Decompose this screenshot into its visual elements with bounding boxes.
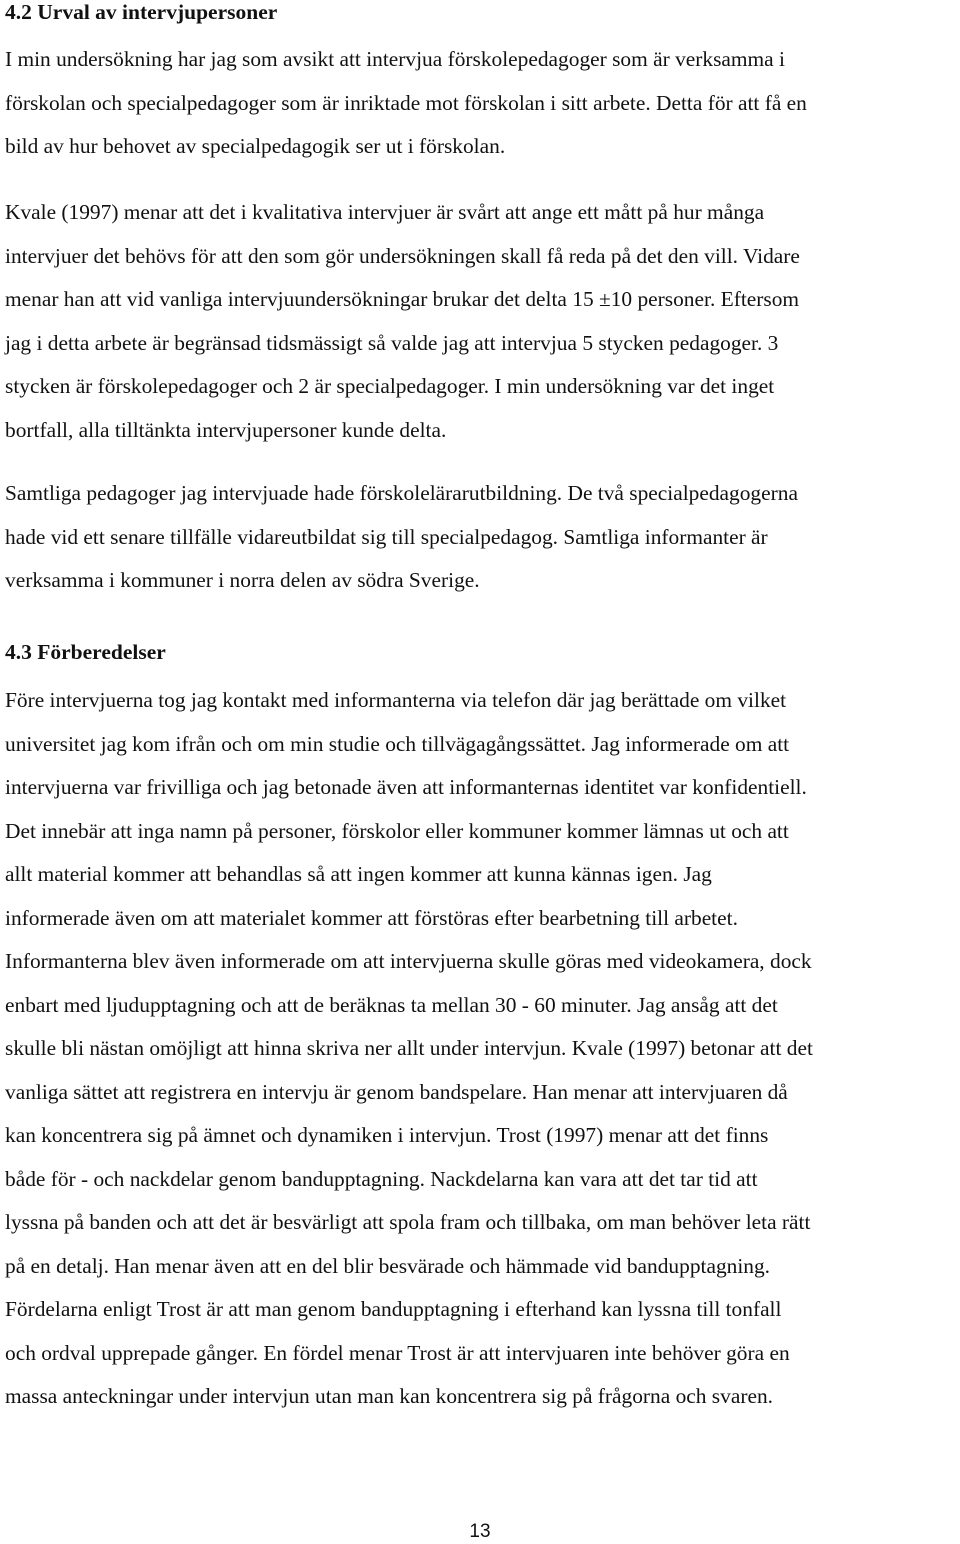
text-line: verksamma i kommuner i norra delen av södra Sverige. xyxy=(5,568,480,592)
section-heading-forberedelser: 4.3 Förberedelser xyxy=(5,640,166,664)
text-line: både för - och nackdelar genom bandupptagning. Nackdelarna kan vara att det tar tid att xyxy=(5,1166,758,1191)
text-line: Kvale (1997) menar att det i kvalitativa intervjuer är svårt att ange ett mått på hur många xyxy=(5,200,765,224)
text-line: enbart med ljudupptagning och att de beräknas ta mellan 30 - 60 minuter. Jag ansåg att det xyxy=(5,992,778,1017)
text-line: massa anteckningar under intervjun utan man kan koncentrera sig på frågorna och svaren. xyxy=(5,1384,773,1408)
text-line: lyssna på banden och att det är besvärligt att spola fram och tillbaka, om man behöver leta rätt xyxy=(5,1210,811,1234)
text-line: bortfall, alla tilltänkta intervjupersoner kunde delta. xyxy=(5,417,447,442)
text-line: Det innebär att inga namn på personer, förskolor eller kommuner kommer lämnas ut och att xyxy=(5,818,789,843)
text-line: kan koncentrera sig på ämnet och dynamiken i intervjun. Trost (1997) menar att det finns xyxy=(5,1123,769,1147)
text-line: förskolan och specialpedagoger som är inriktade mot förskolan i sitt arbete. Detta för att få en xyxy=(5,90,807,115)
paragraph-urval-intro xyxy=(5,38,807,169)
text-line: stycken är förskolepedagoger och 2 är specialpedagoger. I min undersökning var det inget xyxy=(5,374,775,398)
text-line: på en detalj. Han menar även att en del blir besvärade och hämmade vid bandupptagning. xyxy=(5,1253,771,1278)
text-line: jag i detta arbete är begränsad tidsmässigt så valde jag att intervjua 5 stycken pedagoger. 3 xyxy=(5,330,779,355)
text-line: och ordval upprepade gånger. En fördel menar Trost är att intervjuaren inte behöver göra en xyxy=(5,1340,790,1365)
text-line: allt material kommer att behandlas så att ingen kommer att kunna kännas igen. Jag xyxy=(5,862,712,886)
text-line: hade vid ett senare tillfälle vidareutbildat sig till specialpedagog. Samtliga informanter är xyxy=(5,524,768,549)
text-line: Samtliga pedagoger jag intervjuade hade förskolelärarutbildning. De två specialpedagogerna xyxy=(5,481,798,505)
text-line: Informanterna blev även informerade om att intervjuerna skulle göras med videokamera, dock xyxy=(5,949,812,973)
paragraph-forberedelser xyxy=(5,679,813,1419)
text-line: menar han att vid vanliga intervjuundersökningar brukar det delta 15 ±10 personer. Eftersom xyxy=(5,287,800,311)
text-line: intervjuerna var frivilliga och jag betonade även att informanternas identitet var konfidentiell. xyxy=(5,775,807,799)
text-line: Före intervjuerna tog jag kontakt med informanterna via telefon där jag berättade om vilket xyxy=(5,688,787,712)
section-heading-urval: 4.2 Urval av intervjupersoner xyxy=(5,0,278,24)
text-line: universitet jag kom ifrån och om min studie och tillvägagångssättet. Jag informerade om att xyxy=(5,731,790,756)
paragraph-urval-pedagoger xyxy=(5,472,798,603)
page-number: 13 xyxy=(469,1521,491,1542)
text-line: vanliga sättet att registrera en intervju är genom bandspelare. Han menar att intervjuaren då xyxy=(5,1079,788,1104)
paragraph-urval-kvale xyxy=(5,191,800,452)
text-line: intervjuer det behövs för att den som gör undersökningen skall få reda på det den vill. Vidare xyxy=(5,243,800,268)
text-line: informerade även om att materialet kommer att förstöras efter bearbetning till arbetet. xyxy=(5,905,738,930)
text-line: Fördelarna enligt Trost är att man genom bandupptagning i efterhand kan lyssna till tonfall xyxy=(5,1297,782,1321)
text-line: I min undersökning har jag som avsikt att intervjua förskolepedagoger som är verksamma i xyxy=(5,47,785,71)
text-line: bild av hur behovet av specialpedagogik ser ut i förskolan. xyxy=(5,134,506,158)
text-line: skulle bli nästan omöjligt att hinna skriva ner allt under intervjun. Kvale (1997) betonar att det xyxy=(5,1036,813,1060)
